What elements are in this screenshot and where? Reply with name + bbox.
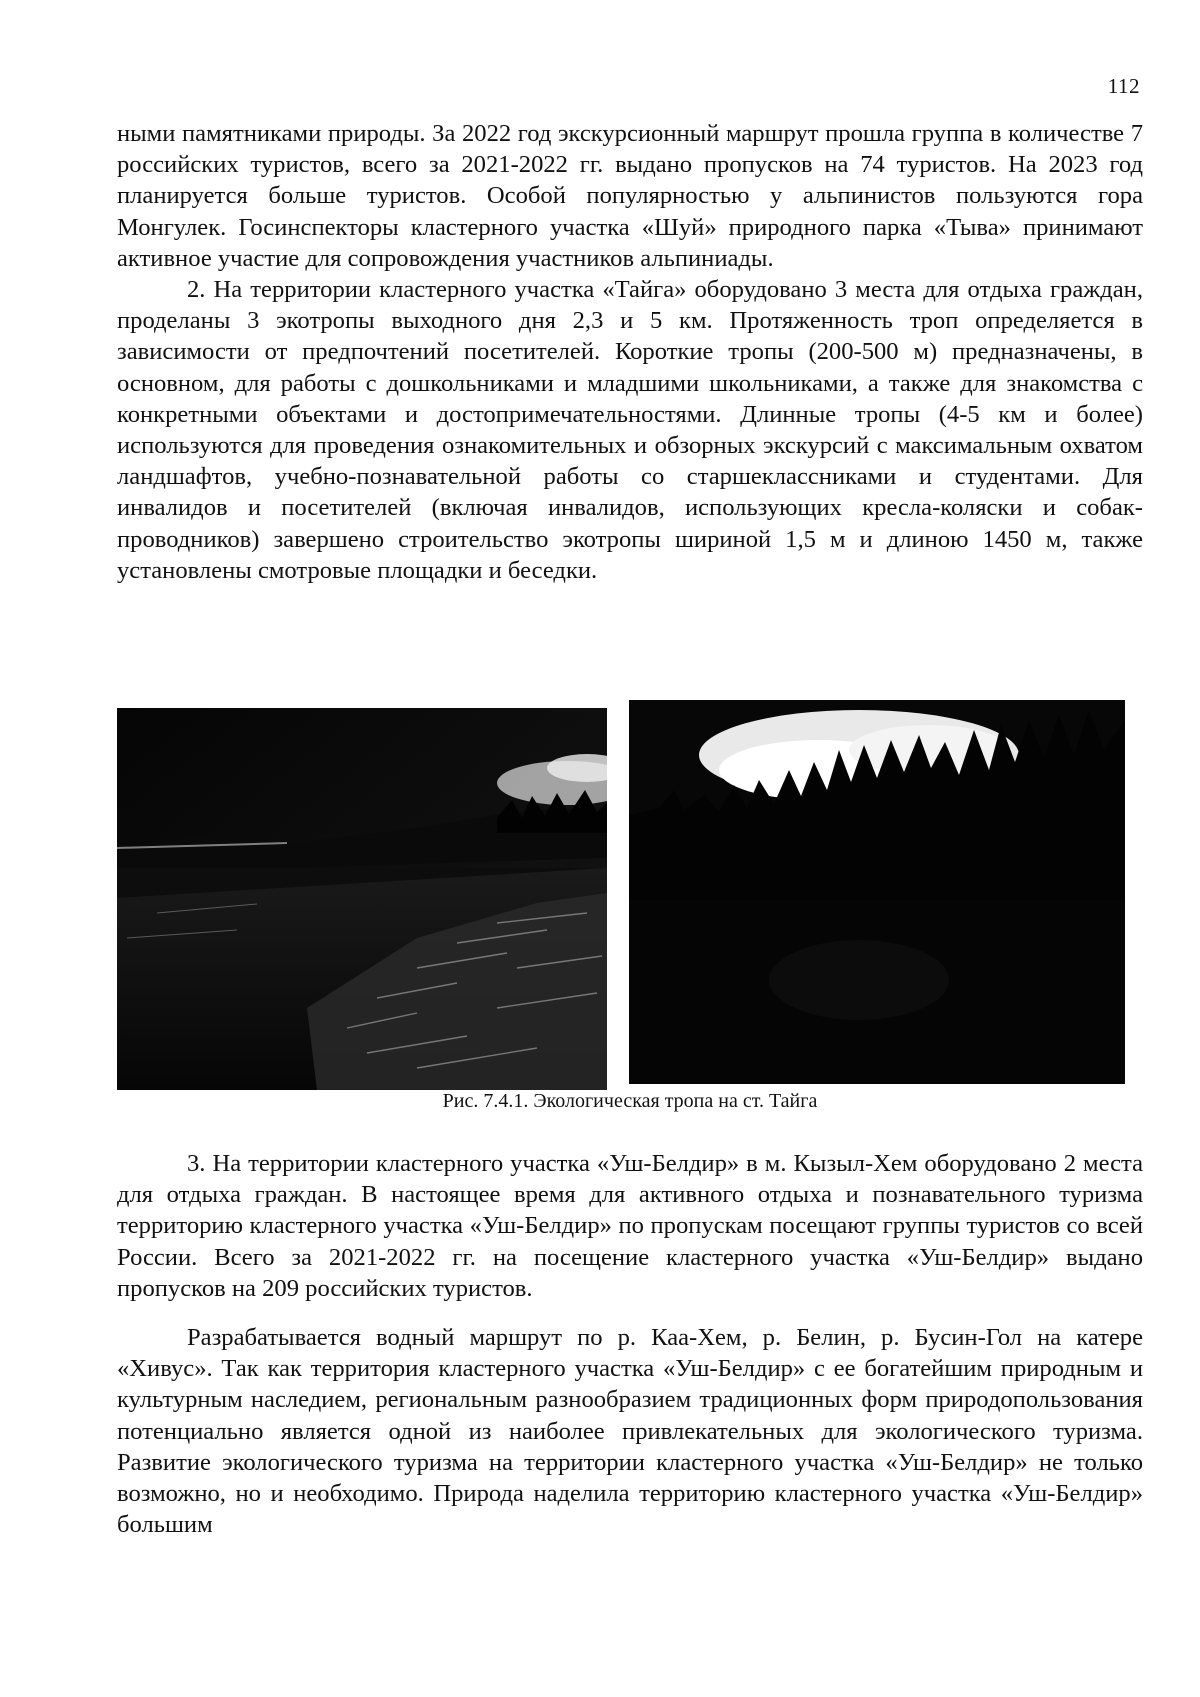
figure-caption: Рис. 7.4.1. Экологическая тропа на ст. Тайга [442, 1090, 818, 1112]
page-number: 112 [1107, 74, 1140, 98]
photo-river [117, 708, 607, 1090]
paragraph-taiga: 2. На территории кластерного участка «Тайга» оборудовано 3 места для отдыха граждан, проделаны 3 экотропы выходного дня 2,3 и 5 км. Протяженность троп определяется в зависимости от предпочтений посетителей. Короткие тропы (200-500 м) предназначены, в основном, для работы с дошкольниками и младшими школьниками, а также для знакомства с конкретными объектами и достопримечательностями. Длинные тропы (4-5 км и более) используются для проведения ознакомительных и обзорных экскурсий с максимальным охватом ландшафтов, учебно-познавательной работы со старшеклассниками и студентами. Для инвалидов и посетителей (включая инвалидов, использующих кресла-коляски и собак-проводников) завершено строительство экотропы шириной 1,5 м и длиною 1450 м, также установлены смотровые площадки и беседки. [117, 276, 1143, 584]
photo-forest [629, 700, 1125, 1084]
paragraph-ush-beldir: 3. На территории кластерного участка «Уш-Белдир» в м. Кызыл-Хем оборудовано 2 места для отдыха граждан. В настоящее время для активного отдыха и познавательного туризма территорию кластерного участка «Уш-Белдир» по пропускам посещают группы туристов со всей России. Всего за 2021-2022 гг. на посещение кластерного участка «Уш-Белдир» выдано пропусков на 209 российских туристов. [117, 1150, 1143, 1302]
text-block-bottom [117, 1148, 1143, 1540]
paragraph-continuation: ными памятниками природы. За 2022 год экскурсионный маршрут прошла группа в количестве 7 российских туристов, всего за 2021-2022 гг. выдано пропусков на 74 туристов. На 2023 год планируется больше туристов. Особой популярностью у альпинистов пользуются гора Монгулек. Госинспекторы кластерного участка «Шуй» природного парка «Тыва» принимают активное участие для сопровождения участников альпиниады. [117, 120, 1143, 272]
text-block-top [117, 118, 1143, 586]
figure-photos [117, 700, 1143, 1100]
paragraph-water-route: Разрабатывается водный маршрут по р. Каа-Хем, р. Белин, р. Бусин-Гол на катере «Хивус». Так как территория кластерного участка «Уш-Белдир» с ее богатейшим природным и культурным наследием, региональным разнообразием традиционных форм природопользования потенциально является одной из наиболее привлекательных для экологического туризма. Развитие экологического туризма на территории кластерного участка «Уш-Белдир» не только возможно, но и необходимо. Природа наделила территорию кластерного участка «Уш-Белдир» большим [117, 1324, 1143, 1539]
paragraph-gap [117, 1304, 1143, 1322]
